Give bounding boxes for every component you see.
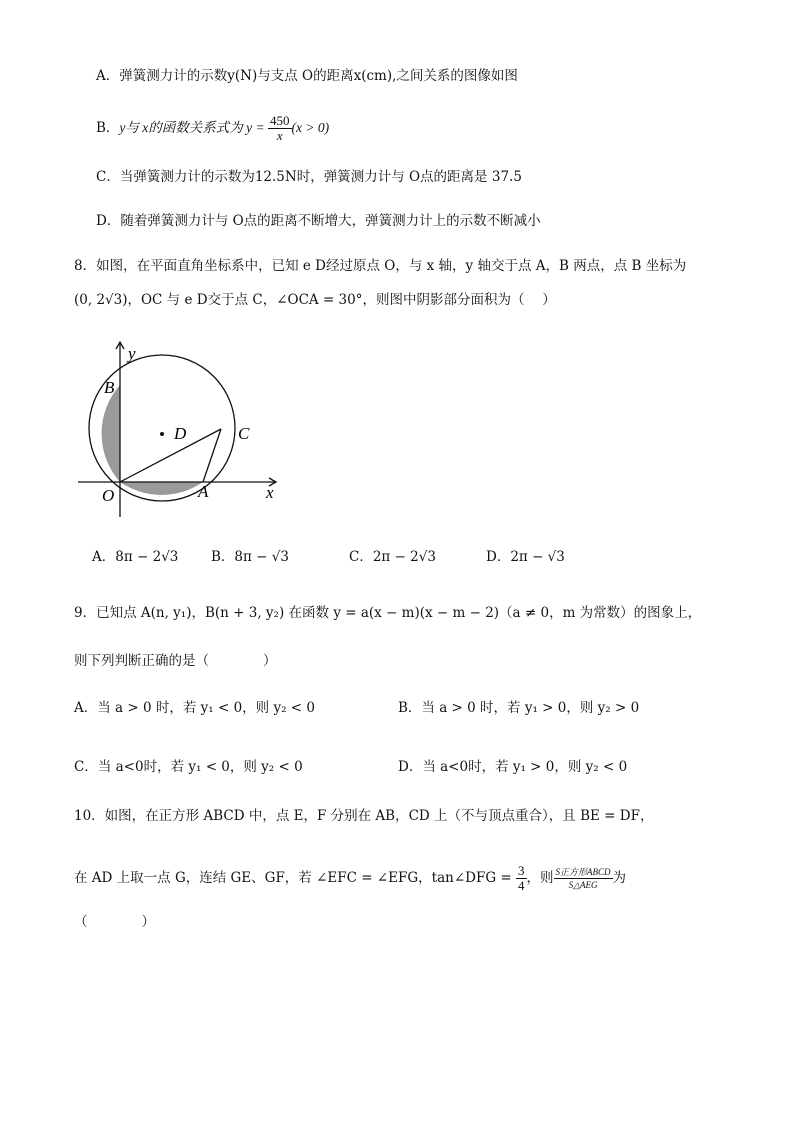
q9-stem-line1: 9．已知点 A(n, y₁)，B(n + 3, y₂) 在函数 y = a(x − m)(x − m − 2)（a ≠ 0，m 为常数）的图象上， bbox=[74, 605, 702, 621]
q8-option-b: B．8π − √3 bbox=[211, 549, 289, 565]
q8-label-c: C bbox=[238, 424, 250, 443]
q10-area-numerator: S正方形ABCD bbox=[555, 867, 611, 877]
q8-stem-line2: (0, 2√3)，OC 与 e D交于点 C，∠OCA = 30°，则图中阴影部分面积为（ ） bbox=[74, 292, 556, 308]
q7-option-b-numerator: 450 bbox=[270, 113, 290, 128]
q8-option-c: C．2π − 2√3 bbox=[349, 549, 436, 565]
q8-label-b: B bbox=[104, 378, 115, 397]
q9-stem-line2: 则下列判断正确的是（ ） bbox=[74, 653, 277, 669]
q9-option-b: B．当 a > 0 时，若 y₁ > 0，则 y₂ > 0 bbox=[398, 700, 640, 716]
q7-option-b-denominator: x bbox=[276, 128, 283, 143]
q10-tan-fraction bbox=[516, 864, 527, 893]
q8-option-d: D．2π − √3 bbox=[486, 549, 565, 565]
q7-option-c: C．当弹簧测力计的示数为12.5N时，弹簧测力计与 O点的距离是 37.5 bbox=[96, 169, 522, 185]
q10-stem-line2-mid: ，则 bbox=[526, 870, 554, 886]
q10-tan-numerator: 3 bbox=[518, 863, 525, 878]
q8-option-a: A．8π − 2√3 bbox=[92, 549, 179, 565]
q7-option-b-condition: (x > 0) bbox=[291, 120, 330, 135]
q10-stem-line2-suffix: 为 bbox=[612, 870, 627, 886]
q8-shaded-segment-ob bbox=[102, 385, 120, 482]
q9-option-d: D．当 a<0时，若 y₁ > 0，则 y₂ < 0 bbox=[398, 759, 628, 775]
q8-label-y: y bbox=[128, 344, 136, 363]
q8-shaded-segment-oa bbox=[120, 482, 203, 495]
q8-stem-line1: 8．如图，在平面直角坐标系中，已知 e D经过原点 O，与 x 轴，y 轴交于点 A，B 两点，点 B 坐标为 bbox=[74, 258, 687, 274]
q10-answer-bracket: （ ） bbox=[74, 914, 155, 930]
q10-tan-denominator: 4 bbox=[518, 878, 525, 893]
q10-stem-line1: 10．如图，在正方形 ABCD 中，点 E，F 分别在 AB，CD 上（不与顶点重合），且 BE = DF， bbox=[74, 808, 654, 824]
q10-stem-line2-prefix: 在 AD 上取一点 G，连结 GE、GF，若 ∠EFC = ∠EFG，tan∠DFG = bbox=[74, 870, 517, 886]
q7-option-b-fraction bbox=[268, 114, 292, 143]
q10-stem-line2 bbox=[74, 864, 626, 893]
q8-label-x: x bbox=[266, 483, 274, 502]
q7-option-b bbox=[96, 114, 329, 143]
q8-label-a: A bbox=[198, 482, 209, 501]
q8-figure bbox=[70, 335, 290, 525]
q7-option-b-label: B． bbox=[96, 120, 120, 136]
q10-area-denominator: S△AEG bbox=[568, 880, 598, 890]
q8-label-d: D bbox=[174, 424, 187, 443]
q8-label-o: O bbox=[102, 486, 115, 505]
q7-option-b-text: y与 x的函数关系式为 y = bbox=[119, 120, 269, 135]
q8-center-point bbox=[160, 432, 164, 436]
q7-option-d: D．随着弹簧测力计与 O点的距离不断增大，弹簧测力计上的示数不断减小 bbox=[96, 213, 541, 229]
q9-option-c: C．当 a<0时，若 y₁ < 0，则 y₂ < 0 bbox=[74, 759, 303, 775]
q7-option-a: A．弹簧测力计的示数y(N)与支点 O的距离x(cm),之间关系的图像如图 bbox=[96, 68, 518, 84]
q10-area-ratio-fraction bbox=[554, 866, 613, 891]
q9-option-a: A．当 a > 0 时，若 y₁ < 0，则 y₂ < 0 bbox=[74, 700, 315, 716]
